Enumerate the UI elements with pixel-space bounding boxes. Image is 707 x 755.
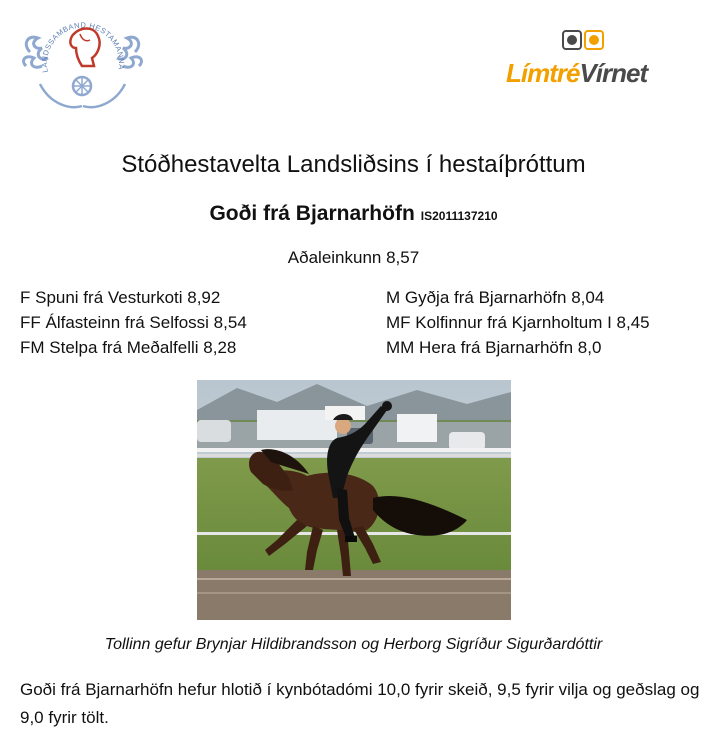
brand-word-virnet: Vírnet	[579, 58, 648, 88]
pedigree-line: FM Stelpa frá Meðalfelli 8,28	[20, 338, 237, 357]
horse-heading	[0, 202, 707, 226]
pedigree-dam-side	[386, 285, 650, 360]
horse-photo	[197, 380, 511, 620]
body-paragraph: Goði frá Bjarnarhöfn hefur hlotið í kynbótadómi 10,0 fyrir skeið, 9,5 fyrir vilja og geðslag og 9,0 fyrir tölt.	[20, 680, 700, 727]
horse-name: Goði frá Bjarnarhöfn	[209, 202, 415, 225]
pedigree-line: MF Kolfinnur frá Kjarnholtum I 8,45	[386, 313, 650, 332]
svg-text:LANDSSAMBAND HESTAMANNAFÉLAGA: LANDSSAMBAND HESTAMANNA	[39, 20, 127, 74]
pedigree-line: FF Álfasteinn frá Selfossi 8,54	[20, 313, 247, 332]
document-title: Stóðhestavelta Landsliðsins í hestaíþróttum	[121, 151, 586, 178]
pedigree-line: M Gyðja frá Bjarnarhöfn 8,04	[386, 288, 605, 307]
lh-logo	[20, 14, 145, 114]
pedigree-line: MM Hera frá Bjarnarhöfn 8,0	[386, 338, 602, 357]
pedigree-sire-side	[20, 285, 247, 360]
horse-registration-number: IS2011137210	[420, 209, 498, 223]
brand-word-limtre: Límtré	[506, 58, 580, 88]
logo-squares-icon	[562, 30, 606, 52]
limtre-virnet-logo	[506, 30, 661, 90]
pedigree-line: F Spuni frá Vesturkoti 8,92	[20, 288, 221, 307]
main-score: Aðaleinkunn 8,57	[287, 248, 420, 267]
photo-caption: Tollinn gefur Brynjar Hildibrandsson og Herborg Sigríður Sigurðardóttir	[104, 636, 603, 653]
